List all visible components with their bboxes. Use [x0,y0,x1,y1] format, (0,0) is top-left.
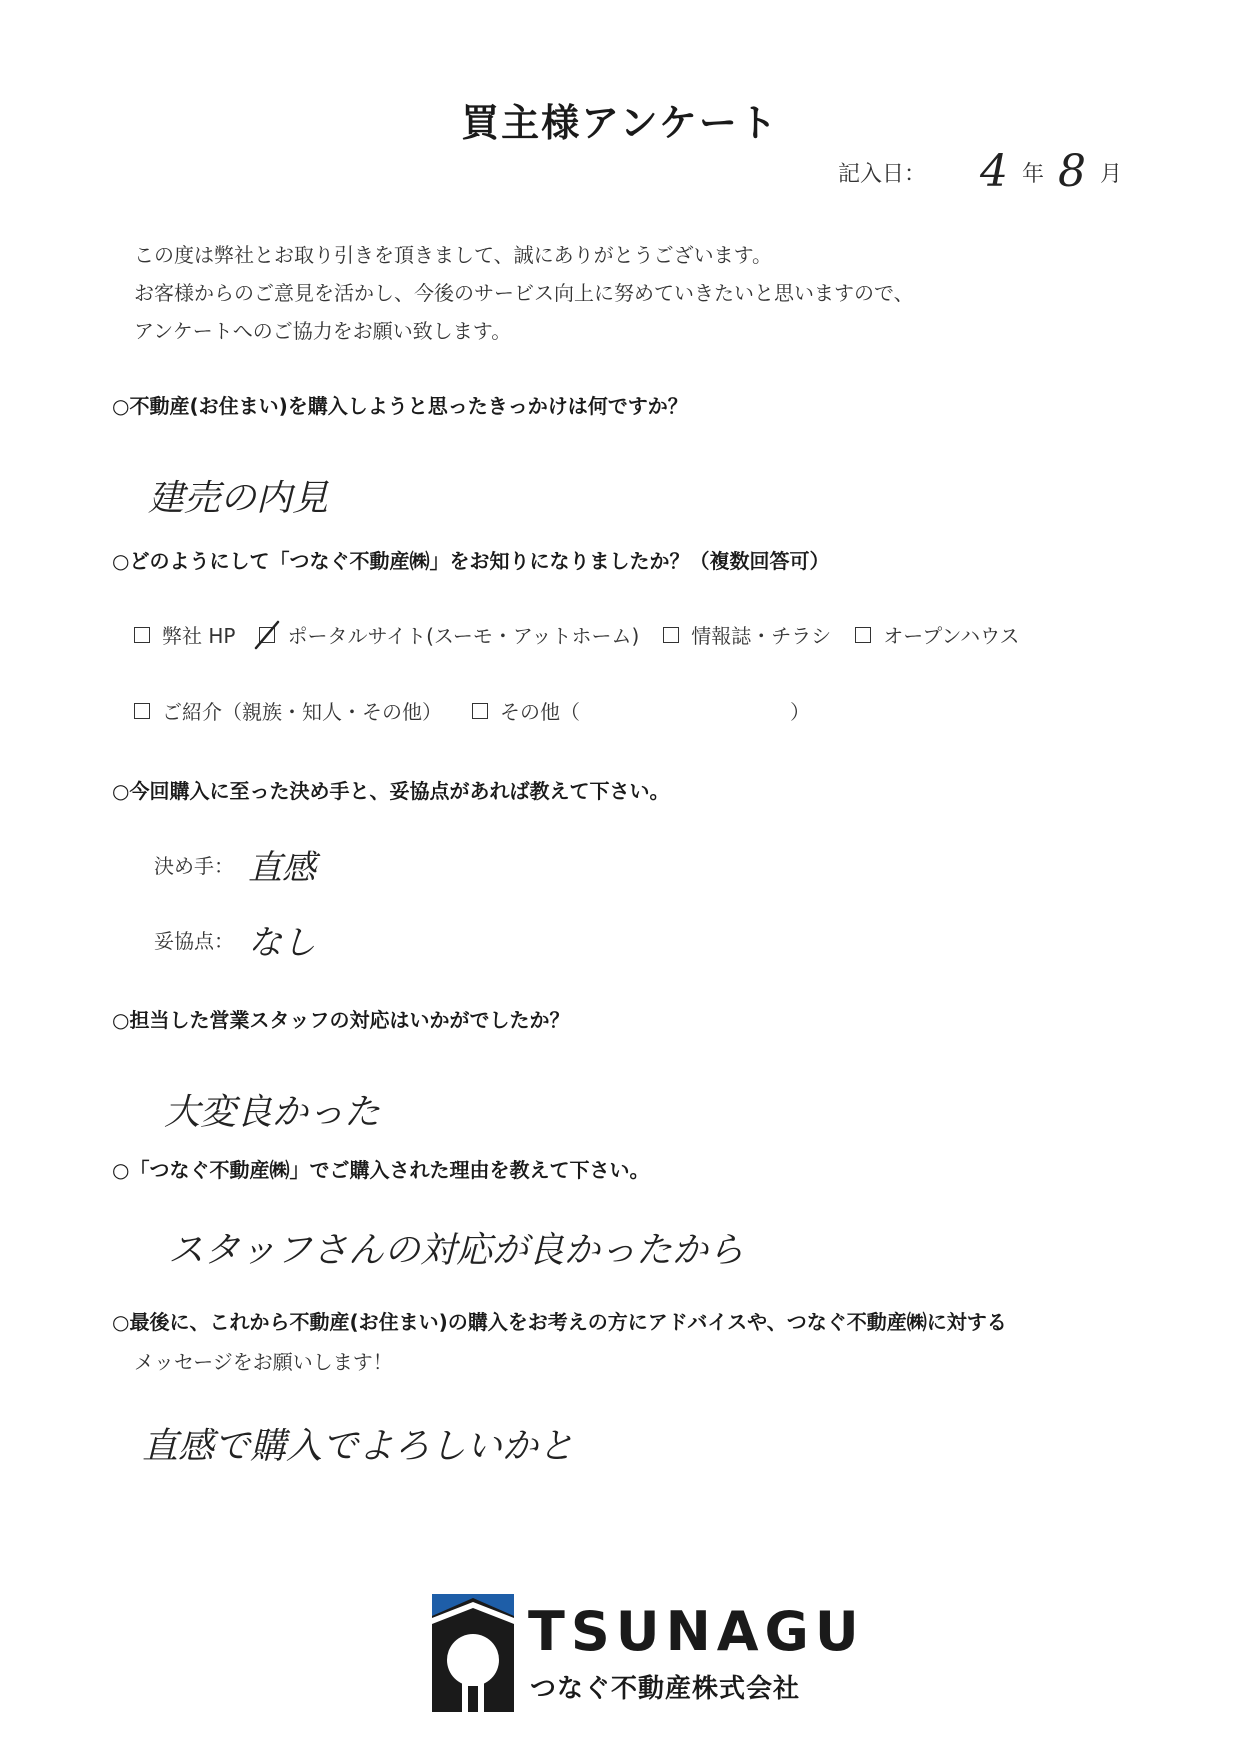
option-label: ポータルサイト(スーモ・アットホーム) [287,624,640,648]
source-options-row-2 [134,696,834,725]
question-deciding-factor: ○今回購入に至った決め手と、妥協点があれば教えて下さい。 [112,779,670,803]
checkbox[interactable] [134,703,150,719]
checkbox[interactable] [134,627,150,643]
checkbox[interactable] [472,703,488,719]
question-purchase-reason: ○「つなぐ不動産㈱」でご購入された理由を教えて下さい。 [112,1158,650,1182]
intro-line: アンケートへのご協力をお願い致します。 [134,319,512,343]
source-options-row-1 [134,620,1043,649]
entry-month-unit: 月 [1100,161,1123,187]
question-source: ○どのようにして「つなぐ不動産㈱」をお知りになりましたか？（複数回答可） [112,549,830,573]
entry-year-value: 4 [980,146,1009,197]
option-label: オープンハウス [883,624,1020,648]
question-trigger: ○不動産(お住まい)を購入しようと思ったきっかけは何ですか？ [112,394,688,418]
entry-year-unit: 年 [1022,161,1045,187]
option-other[interactable] [472,696,810,725]
answer-staff-response: 大変良かった [164,1092,381,1133]
question-advice-cont: メッセージをお願いします！ [134,1350,393,1374]
intro-text [134,236,914,350]
option-label: その他（ [500,700,580,724]
checkbox[interactable] [663,627,679,643]
deciding-factor-label: 決め手： [154,854,234,878]
deciding-factor-row [154,840,316,889]
question-staff-response: ○担当した営業スタッフの対応はいかがでしたか？ [112,1008,570,1032]
entry-month-value: 8 [1058,146,1087,197]
option-portal-site[interactable] [259,620,639,649]
intro-line: この度は弊社とお取り引きを頂きまして、誠にありがとうございます。 [134,243,772,267]
answer-advice: 直感で購入でよろしいかと [142,1426,575,1467]
option-label-close: ） [790,700,810,724]
intro-line: お客様からのご意見を活かし、今後のサービス向上に努めていきたいと思いますので、 [134,281,914,305]
company-logo [432,1594,865,1714]
option-label: ご紹介（親族・知人・その他） [162,700,442,724]
compromise-label: 妥協点： [154,929,234,953]
option-open-house[interactable] [855,620,1019,649]
checkbox-checked[interactable] [259,627,275,643]
tsunagu-logo-icon [432,1594,514,1712]
option-referral[interactable] [134,696,442,725]
option-label: 弊社 HP [162,624,236,648]
answer-purchase-reason: スタッフさんの対応が良かったから [168,1230,745,1271]
logo-company-name: つなぐ不動産株式会社 [530,1674,801,1704]
page-title: 買主様アンケート [461,101,779,145]
deciding-factor-answer: 直感 [248,848,316,888]
entry-date [838,146,1123,197]
entry-date-label: 記入日： [838,161,927,187]
checkbox[interactable] [855,627,871,643]
answer-trigger: 建売の内見 [148,478,329,519]
compromise-row [154,915,316,964]
check-stroke-icon [252,620,282,650]
option-label: 情報誌・チラシ [691,624,832,648]
compromise-answer: なし [248,923,316,963]
option-company-hp[interactable] [134,620,235,649]
logo-wordmark: TSUNAGU [528,1600,865,1663]
question-advice: ○最後に、これから不動産(お住まい)の購入をお考えの方にアドバイスや、つなぐ不動産㈱に対する [112,1310,1007,1334]
option-magazine-flyer[interactable] [663,620,831,649]
